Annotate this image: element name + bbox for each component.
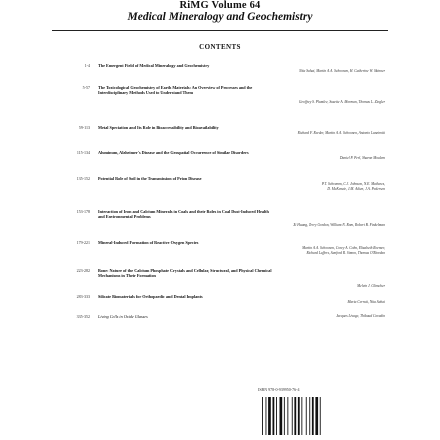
entry-pages: 179-221 [76, 240, 90, 245]
entry-pages: 59-113 [78, 125, 90, 130]
entry-title: Interaction of Iron and Calcium Minerals in Coals and their Roles in Coal Dust-Induced Health and Environmental Problems [98, 209, 269, 219]
entry-pages: 1-4 [84, 63, 90, 68]
entry-authors: Xi Huang, Terry Gordon, William N. Rom, Robert B. Finkelman [293, 223, 385, 227]
entry-pages: 5-57 [82, 85, 90, 90]
entry-authors: Maria Cerruti, Nita Sahai [347, 300, 385, 304]
entry-title: Potential Role of Soil in the Transmission of Prion Disease [98, 176, 202, 181]
entry-title: Bone: Nature of the Calcium Phosphate Crystals and Cellular, Structural, and Physical Chemical Mechanisms in Their Formation [98, 268, 272, 278]
entry-pages: 115-134 [76, 150, 90, 155]
header-divider [52, 30, 388, 31]
entry-authors: Melvin J. Glimcher [357, 284, 385, 288]
isbn-number: ISBN 978-0-939950-76-4 [258, 387, 300, 392]
entry-title: Aluminum, Alzheimer's Disease and the Geospatial Occurrence of Similar Disorders [98, 150, 249, 155]
barcode-image [258, 395, 324, 437]
entry-authors: Jacques Livage, Thibaud Coradin [336, 314, 385, 318]
entry-authors: Richard Laffers, Sanford R. Simon, Thomas O'Riordan [306, 251, 385, 255]
entry-authors: Daniel P. Perl, Sharon Moalem [339, 156, 385, 160]
entry-title: Living Cells in Oxide Glasses [98, 314, 148, 319]
entry-authors: Richard F. Reeder, Martin A.A. Schoonen, Antonio Lanzirotti [297, 131, 385, 135]
entry-pages: 283-333 [76, 294, 90, 299]
entry-title: Metal Speciation and Its Role in Bioaccessibility and Bioavailability [98, 125, 219, 130]
entry-pages: 335-352 [76, 314, 90, 319]
entry-title: Mineral-Induced Formation of Reactive Oxygen Species [98, 240, 199, 245]
entry-authors: Geoffrey S. Plumlee, Suzette A. Morman, Thomas L. Ziegler [298, 100, 385, 104]
entry-authors: P.T. Schramm, C.J. Johnson, N.E. Mathews, [321, 182, 385, 186]
entry-authors: D. McKenzie, J.M. Aiken, J.A. Pedersen [327, 187, 385, 191]
entry-authors: Martin A.A. Schoonen, Corey A. Cohn, Elizabeth Roemer, [302, 246, 385, 250]
entry-authors: Nita Sahai, Martin A.A. Schoonen, H. Catherine W. Skinner [299, 69, 385, 73]
entry-pages: 223-282 [76, 268, 90, 273]
entry-title: The Toxicological Geochemistry of Earth Materials: An Overview of Processes and the Interdisciplinary Methods Used to Understand Them [98, 85, 253, 95]
entry-title: The Emergent Field of Medical Mineralogy and Geochemistry [98, 63, 210, 68]
entry-title: Silicate Biomaterials for Orthopaedic and Dental Implants [98, 294, 203, 299]
contents-heading: CONTENTS [199, 43, 241, 51]
entry-pages: 153-178 [76, 209, 90, 214]
book-title: Medical Mineralogy and Geochemistry [127, 11, 313, 23]
entry-pages: 135-152 [76, 176, 90, 181]
series-volume: RiMG Volume 64 [179, 0, 261, 11]
